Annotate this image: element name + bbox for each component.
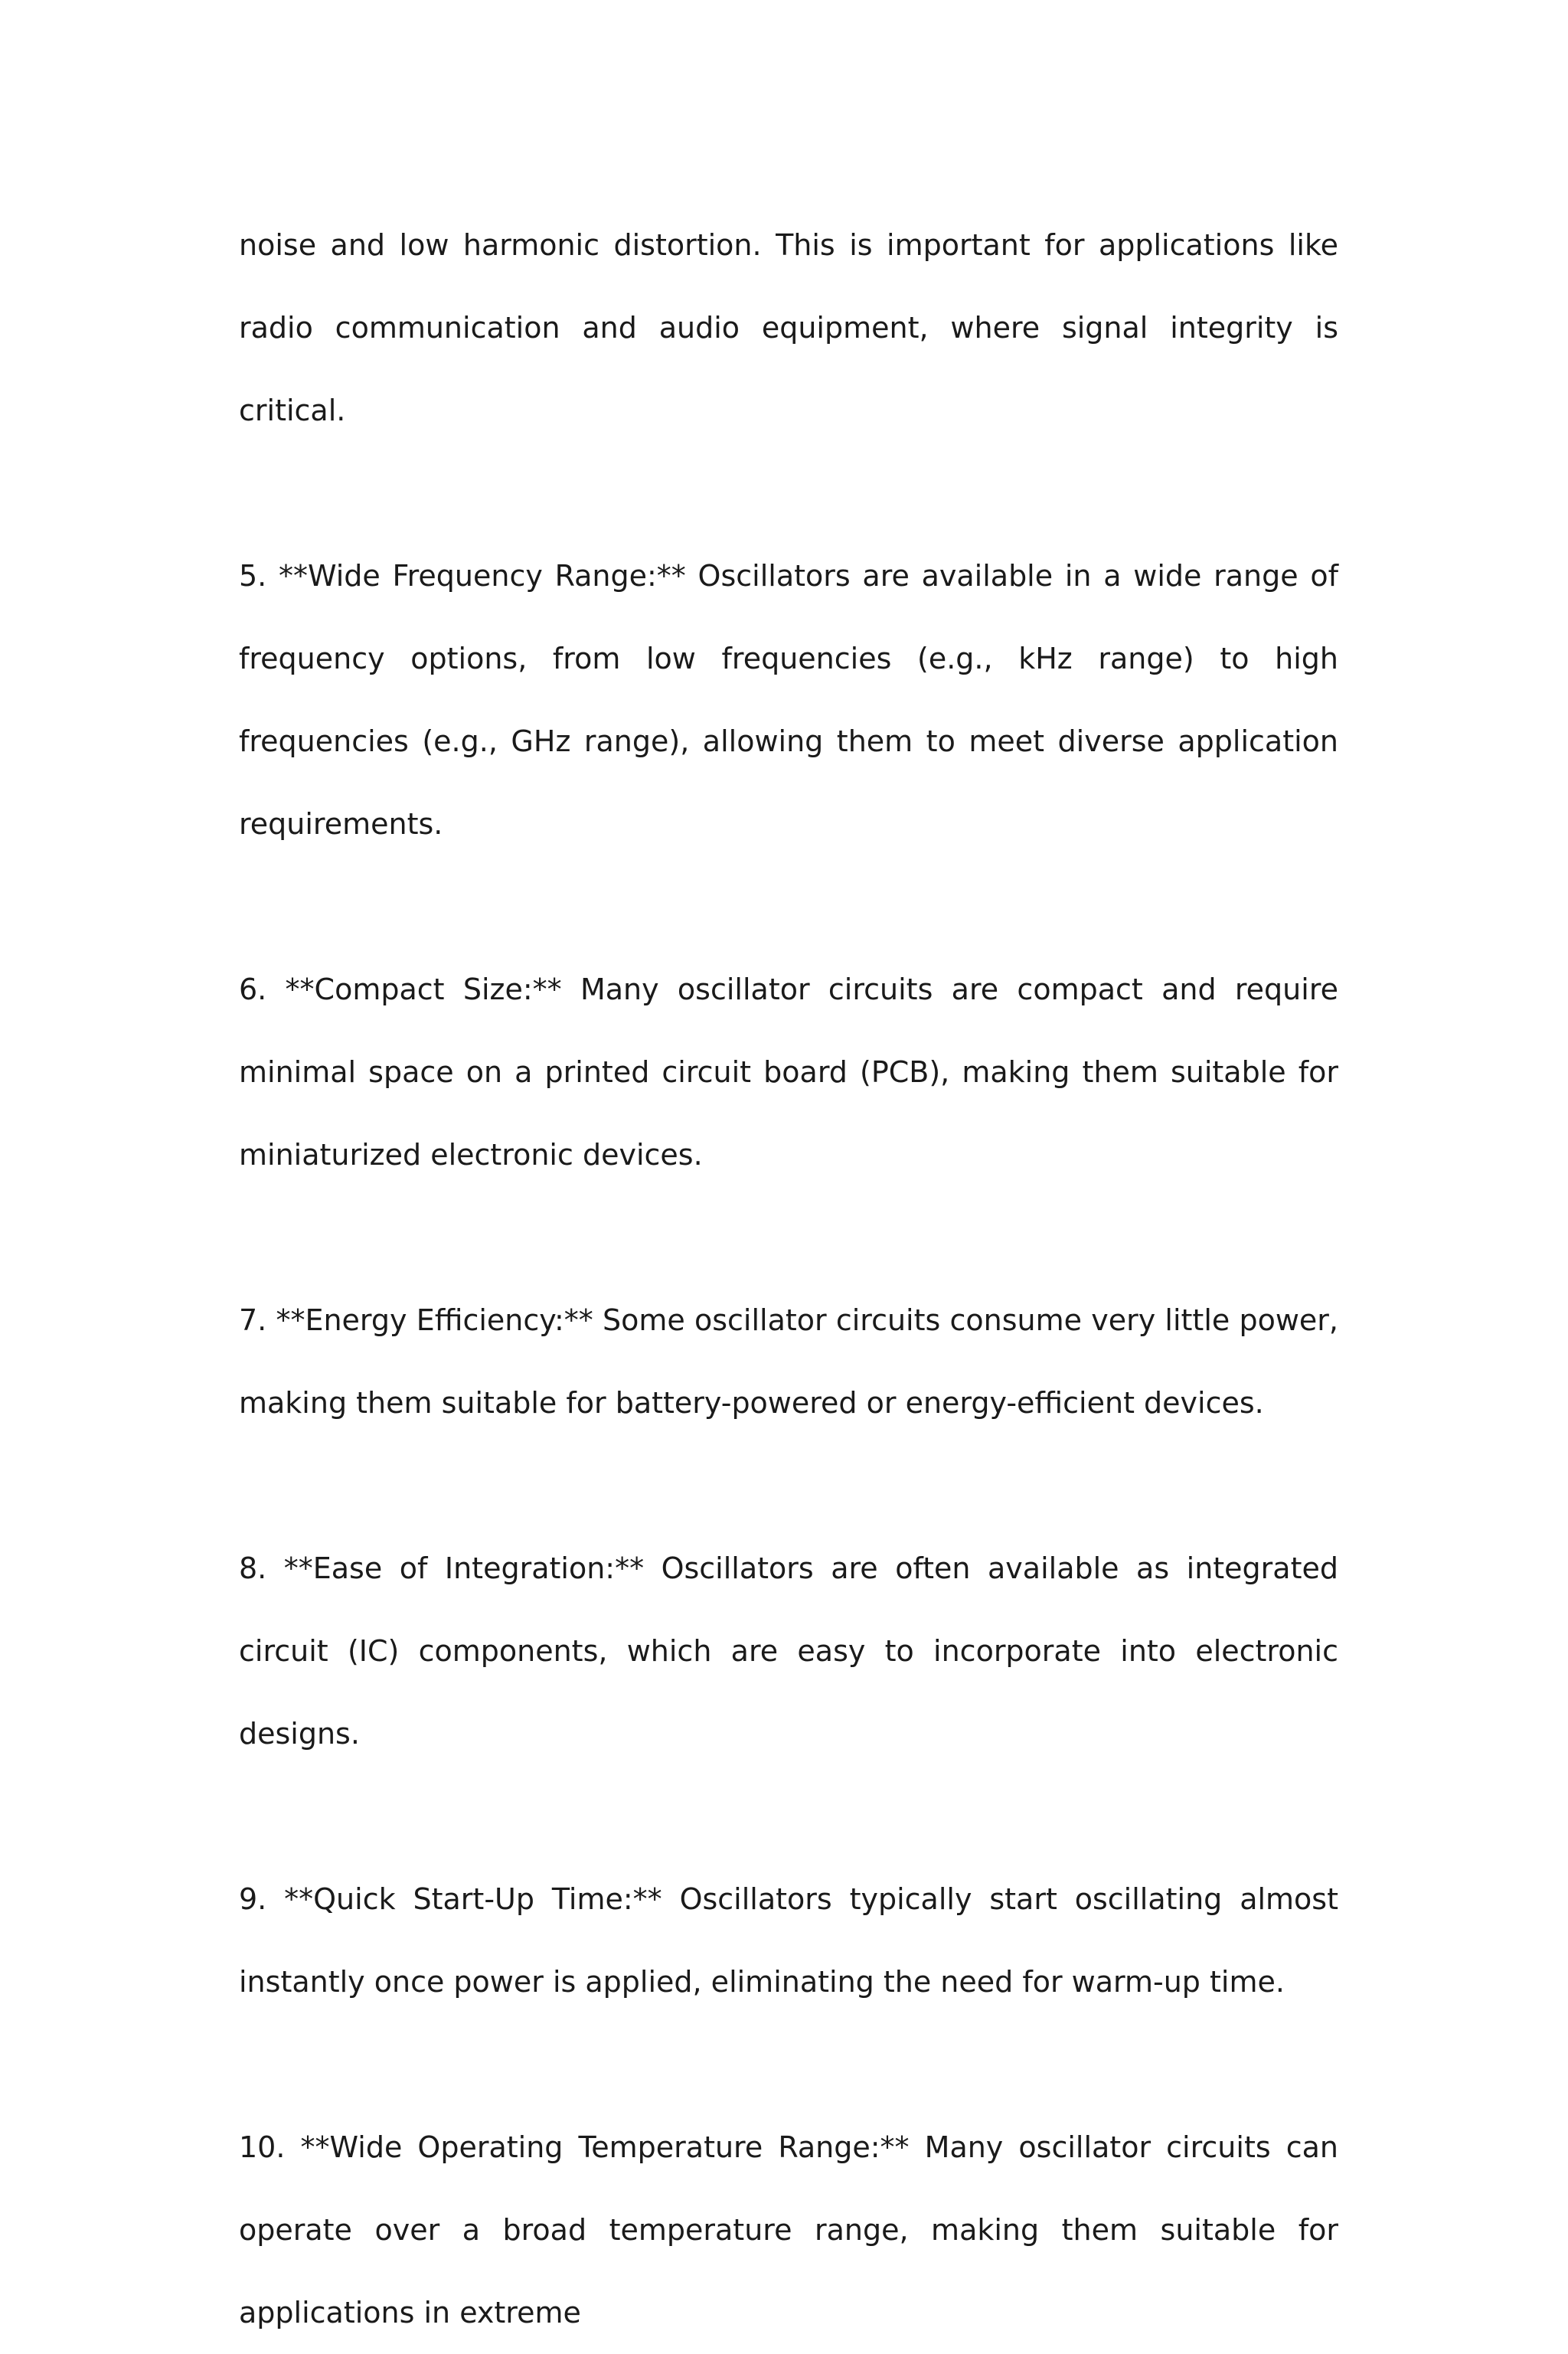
- paragraph-item-7: 7. **Energy Efficiency:** Some oscillator circuits consume very little power, making them suitable for battery-powered or energy-efficient devices.: [239, 1303, 1338, 1420]
- paragraph-continuation: noise and low harmonic distortion. This is important for applications like radio communication and audio equipment, where signal integrity is critical.: [239, 228, 1338, 427]
- paragraph-item-6: 6. **Compact Size:** Many oscillator circuits are compact and require minimal space on a printed circuit board (PCB), making them suitable for miniaturized electronic devices.: [239, 973, 1338, 1172]
- paragraph-item-9: 9. **Quick Start-Up Time:** Oscillators typically start oscillating almost instantly once power is applied, eliminating the need for warm-up time.: [239, 1882, 1338, 1999]
- paragraph-item-10: 10. **Wide Operating Temperature Range:** Many oscillator circuits can operate over a broad temperature range, making them suitable for applications in extreme: [239, 2130, 1338, 2329]
- body-text: [239, 204, 1338, 2354]
- paragraph-item-5: 5. **Wide Frequency Range:** Oscillators are available in a wide range of frequency options, from low frequencies (e.g., kHz range) to high frequencies (e.g., GHz range), allowing them to meet diverse application requirements.: [239, 559, 1338, 841]
- paragraph-item-8: 8. **Ease of Integration:** Oscillators are often available as integrated circuit (IC) components, which are easy to incorporate into electronic designs.: [239, 1551, 1338, 1751]
